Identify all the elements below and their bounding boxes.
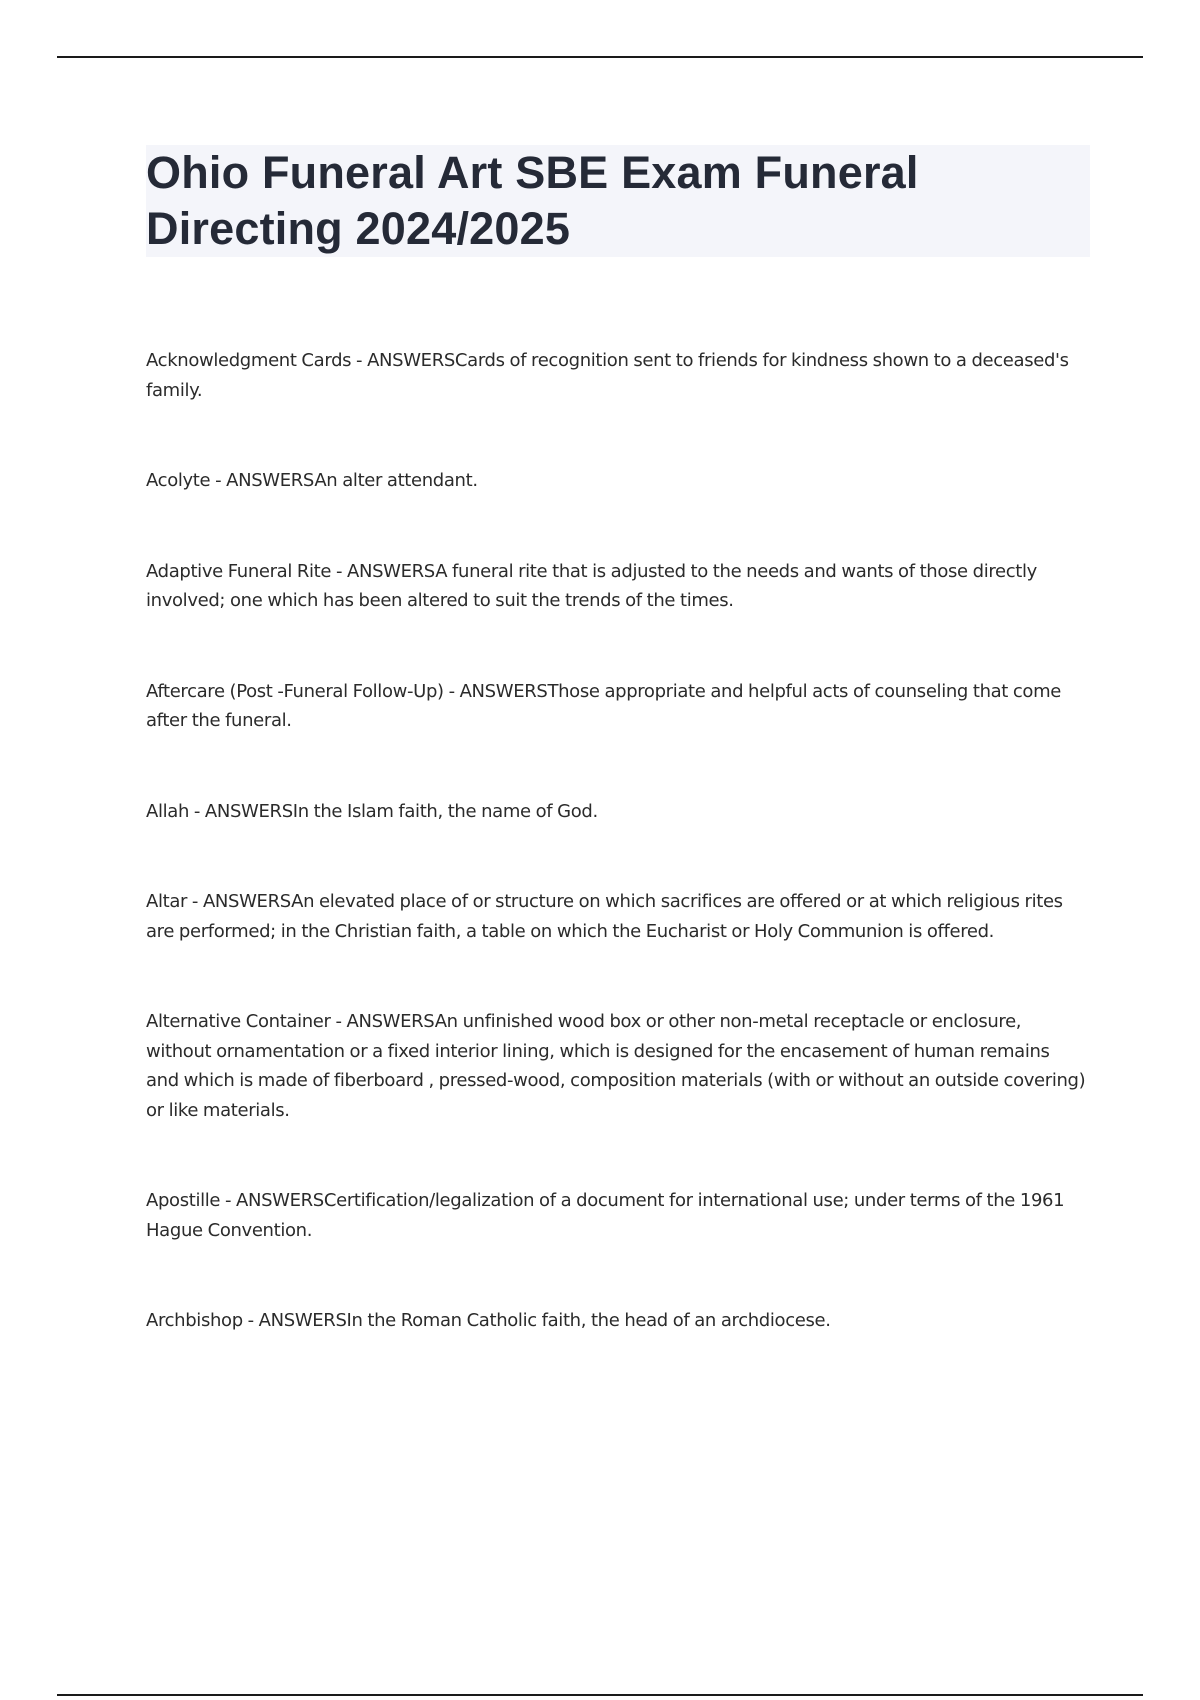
answer-label: ANSWERS [346, 560, 436, 582]
glossary-entry [146, 1306, 1086, 1336]
entry-definition: In the Roman Catholic faith, the head of an archdiocese. [346, 1310, 831, 1331]
entry-separator: - [330, 1011, 347, 1032]
glossary-entry [146, 1186, 1086, 1245]
answer-label: ANSWERS [346, 1011, 435, 1032]
glossary-entries [146, 346, 1086, 1336]
entry-term: Archbishop [146, 1310, 243, 1331]
entry-term: Acolyte [146, 470, 211, 491]
entry-definition: An unfinished wood box or other non-metal receptacle or enclosure, without ornamentation or a fixed interior lining, which is designed for the encasement of human remains and which is made of fiberboard , pressed-wood, composition materials (with or without an outside covering) or like materials. [146, 1011, 1086, 1121]
entry-term: Alternative Container [146, 1011, 331, 1032]
glossary-entry [146, 677, 1086, 736]
answer-label: ANSWERS [202, 891, 292, 912]
answer-label: ANSWERS [459, 680, 548, 702]
entry-separator: - [443, 680, 460, 702]
top-rule [57, 56, 1143, 58]
entry-definition: An alter attendant. [314, 470, 478, 491]
glossary-entry [146, 797, 1086, 827]
entry-separator: - [351, 350, 368, 371]
entry-definition: An elevated place of or structure on which sacrifices are offered or at which religious rites are performed; in the Christian faith, a table on which the Eucharist or Holy Communion is offered. [146, 891, 1063, 942]
entry-term: Allah [146, 800, 190, 822]
entry-term: Aftercare (Post -Funeral Follow-Up) [146, 680, 444, 702]
entry-separator: - [331, 560, 347, 582]
entry-term: Altar [146, 891, 188, 912]
entry-separator: - [242, 1310, 259, 1331]
answer-label: ANSWERS [258, 1310, 347, 1331]
answer-label: ANSWERS [367, 350, 455, 371]
glossary-entry [146, 1007, 1086, 1125]
glossary-entry [146, 887, 1086, 946]
answer-label: ANSWERS [204, 800, 293, 822]
entry-definition: A funeral rite that is adjusted to the needs and wants of those directly involved; one which has been altered to suit the trends of the times. [146, 560, 1037, 611]
entry-definition: Cards of recognition sent to friends for kindness shown to a deceased's family. [146, 350, 1069, 401]
entry-term: Apostille [146, 1190, 221, 1211]
title-banner [146, 145, 1090, 257]
entry-separator: - [189, 800, 205, 822]
answer-label: ANSWERS [226, 470, 315, 491]
page-title: Ohio Funeral Art SBE Exam Funeral Directing 2024/2025 [146, 147, 919, 254]
entry-definition: In the Islam faith, the name of God. [292, 800, 598, 822]
entry-separator: - [187, 891, 203, 912]
glossary-entry [146, 346, 1086, 405]
entry-term: Adaptive Funeral Rite [146, 560, 332, 582]
entry-definition: Those appropriate and helpful acts of counseling that come after the funeral. [146, 680, 1062, 731]
entry-definition: Certification/legalization of a document for international use; under terms of the 1961 Hague Convention. [146, 1190, 1065, 1241]
glossary-entry [146, 557, 1086, 616]
entry-separator: - [210, 470, 227, 491]
bottom-rule [57, 1694, 1143, 1696]
entry-separator: - [220, 1190, 237, 1211]
answer-label: ANSWERS [236, 1190, 324, 1211]
glossary-entry [146, 466, 1086, 496]
entry-term: Acknowledgment Cards [146, 350, 352, 371]
